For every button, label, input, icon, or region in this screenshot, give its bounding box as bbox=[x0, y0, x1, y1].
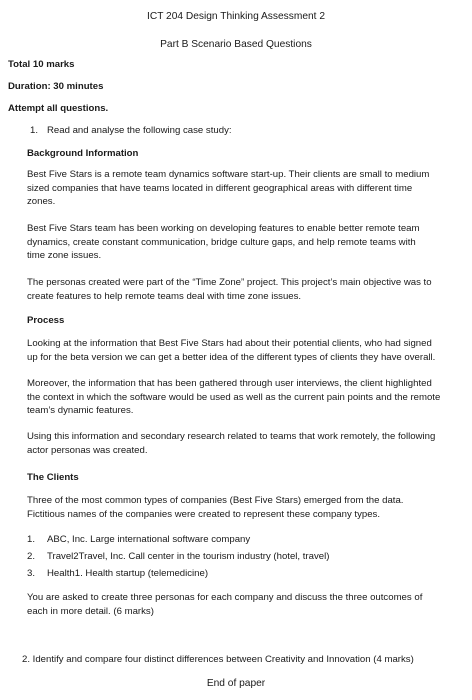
task-instruction: You are asked to create three personas for each company and discuss the three outcomes of each in more detail. (6 marks) bbox=[27, 592, 423, 617]
document-title: ICT 204 Design Thinking Assessment 2 bbox=[147, 11, 325, 22]
background-paragraph-2: Best Five Stars team has been working on developing features to enable better remote team dynamics, create constant communication, bridge culture gaps, and help remote teams with time zone issues. bbox=[27, 223, 420, 262]
total-marks: Total 10 marks bbox=[8, 59, 75, 70]
background-heading: Background Information bbox=[27, 148, 139, 159]
process-paragraph-1: Looking at the information that Best Five Stars had about their potential clients, who had signed up for the beta version we can get a better idea of the different types of clients they have overall. bbox=[27, 338, 436, 363]
question-2: 2. Identify and compare four distinct differences between Creativity and Innovation (4 marks) bbox=[22, 654, 414, 665]
attempt-instruction: Attempt all questions. bbox=[8, 103, 109, 114]
document-subtitle: Part B Scenario Based Questions bbox=[160, 39, 312, 50]
list-item: 2. Travel2Travel, Inc. Call center in the tourism industry (hotel, travel) bbox=[27, 551, 330, 562]
process-paragraph-2: Moreover, the information that has been gathered through user interviews, the client highlighted the context in which the software would be used as well as the current pain points and the remote team’s dynamic features. bbox=[27, 378, 441, 417]
background-paragraph-1: Best Five Stars is a remote team dynamics software start-up. Their clients are small to medium sized companies that have teams located in different geographical areas with different time zones. bbox=[27, 169, 430, 208]
background-paragraph-3: The personas created were part of the “Time Zone” project. This project’s main objective was to create features to help remote teams deal with time zone issues. bbox=[27, 277, 432, 302]
process-heading: Process bbox=[27, 315, 65, 326]
process-paragraph-3: Using this information and secondary research related to teams that work remotely, the following actor personas was created. bbox=[27, 431, 436, 456]
question-1-number: 1. bbox=[30, 125, 39, 136]
end-of-paper: End of paper bbox=[206, 678, 266, 689]
list-item: 3. Health1. Health startup (telemedicine) bbox=[27, 568, 209, 579]
clients-paragraph: Three of the most common types of companies (Best Five Stars) emerged from the data. Fictitious names of the companies were created to represent these company types. bbox=[27, 495, 404, 520]
question-1-prompt: Read and analyse the following case study: bbox=[47, 125, 232, 136]
list-item: 1. ABC, Inc. Large international software company bbox=[27, 534, 251, 545]
clients-heading: The Clients bbox=[27, 472, 79, 483]
duration: Duration: 30 minutes bbox=[8, 81, 104, 92]
